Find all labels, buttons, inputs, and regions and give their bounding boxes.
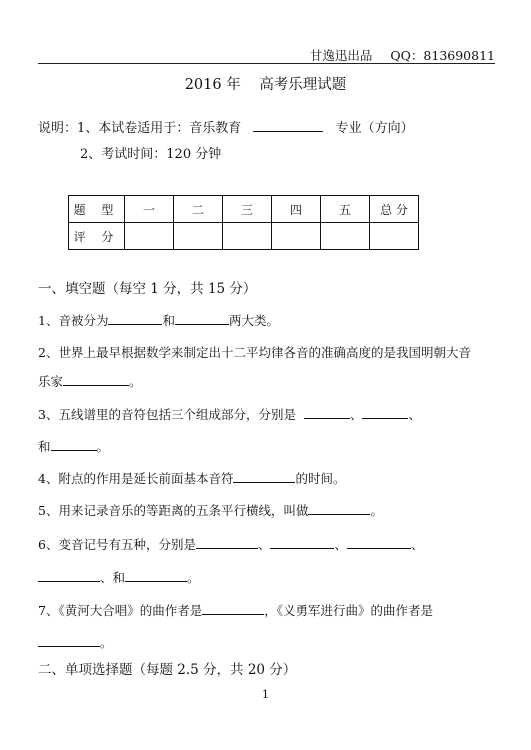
q1-a: 1、音被分为 xyxy=(38,313,109,328)
section-1-heading: 一、填空题（每空 1 分，共 15 分） xyxy=(38,281,257,297)
answer-blank[interactable] xyxy=(233,469,295,483)
answer-blank[interactable] xyxy=(38,633,100,647)
q3-prefix: 3、五线谱里的音符包括三个组成部分，分别是 xyxy=(38,407,296,422)
question-2-line-1: 2、世界上最早根据数学来制定出十二平均律各音的准确高度的是我国明朝大音 xyxy=(38,345,471,360)
answer-blank[interactable] xyxy=(347,535,411,549)
question-5 xyxy=(38,501,383,519)
question-3-line-1 xyxy=(38,405,421,423)
title-year: 2016 年 xyxy=(184,77,241,93)
question-2-line-2 xyxy=(38,372,142,390)
note-line-2: 2、考试时间：120 分钟 xyxy=(80,147,222,162)
note-line1-suffix: 专业（方向） xyxy=(335,121,414,136)
score-cell[interactable] xyxy=(223,223,272,250)
q5-suffix: 。 xyxy=(370,503,383,518)
q1-b: 和 xyxy=(162,313,175,328)
table-cell: 总 分 xyxy=(370,196,419,223)
table-cell: 一 xyxy=(125,196,174,223)
table-cell: 二 xyxy=(174,196,223,223)
page-number: 1 xyxy=(262,688,269,701)
q5-prefix: 5、用来记录音乐的等距离的五条平行横线，叫做 xyxy=(38,503,309,518)
table-cell: 三 xyxy=(223,196,272,223)
q6-line2-sep: 、和 xyxy=(100,570,126,585)
table-cell: 四 xyxy=(272,196,321,223)
header-rule xyxy=(38,63,495,64)
page-header xyxy=(0,46,495,64)
answer-blank[interactable] xyxy=(38,568,100,582)
title-name: 高考乐理试题 xyxy=(259,77,347,93)
q2-suffix: 。 xyxy=(129,374,142,389)
answer-blank[interactable] xyxy=(304,405,350,419)
q3-line2-prefix: 和 xyxy=(38,439,51,454)
q6-prefix: 6、变音记号有五种，分别是 xyxy=(38,537,196,552)
q3-sep1: 、 xyxy=(349,407,363,422)
q7-prefix: 7、《黄河大合唱》的曲作者是 xyxy=(38,603,203,618)
answer-blank[interactable] xyxy=(202,601,264,615)
header-source: 甘逸迅出品 xyxy=(309,48,373,63)
q7-mid: ，《义勇军进行曲》的曲作者是 xyxy=(264,603,433,618)
question-3-line-2 xyxy=(38,437,109,455)
answer-blank[interactable] xyxy=(270,535,334,549)
answer-blank[interactable] xyxy=(63,372,129,386)
q3-line2-suffix: 。 xyxy=(96,439,110,454)
section-2-heading: 二、单项选择题（每题 2.5 分，共 20 分） xyxy=(38,662,297,678)
answer-blank[interactable] xyxy=(51,437,97,451)
question-7-line-2 xyxy=(38,633,113,651)
score-table-score-row xyxy=(69,223,419,250)
score-cell[interactable] xyxy=(321,223,370,250)
score-cell[interactable] xyxy=(125,223,174,250)
question-6-line-1 xyxy=(38,535,424,553)
q4-suffix: 的时间。 xyxy=(295,471,346,486)
q4-prefix: 4、附点的作用是延长前面基本音符 xyxy=(38,471,234,486)
score-cell[interactable] xyxy=(370,223,419,250)
table-cell: 评 分 xyxy=(69,223,125,250)
q2-prefix: 乐家 xyxy=(38,374,64,389)
answer-blank[interactable] xyxy=(108,311,162,325)
score-table xyxy=(68,195,419,250)
question-6-line-2 xyxy=(38,568,200,586)
exam-title xyxy=(0,73,531,94)
q6-sep1: 、 xyxy=(257,537,271,552)
header-qq: QQ：813690811 xyxy=(390,48,495,63)
q3-sep2: 、 xyxy=(408,407,421,422)
answer-blank[interactable] xyxy=(175,311,229,325)
q1-c: 两大类。 xyxy=(228,313,279,328)
question-7-line-1 xyxy=(38,601,433,619)
q6-sep2: 、 xyxy=(334,537,347,552)
score-table-header-row xyxy=(69,196,419,223)
table-cell: 题 型 xyxy=(69,196,125,223)
score-cell[interactable] xyxy=(272,223,321,250)
answer-blank[interactable] xyxy=(125,568,187,582)
note-line-1 xyxy=(38,117,414,136)
table-cell: 五 xyxy=(321,196,370,223)
q7-suffix: 。 xyxy=(100,635,113,650)
major-blank[interactable] xyxy=(253,118,323,132)
score-cell[interactable] xyxy=(174,223,223,250)
q6-sep3: 、 xyxy=(411,537,424,552)
note-line1-prefix: 说明：1、本试卷适用于：音乐教育 xyxy=(38,121,242,136)
answer-blank[interactable] xyxy=(362,405,408,419)
question-1 xyxy=(38,311,279,329)
answer-blank[interactable] xyxy=(308,501,370,515)
answer-blank[interactable] xyxy=(196,535,258,549)
question-4 xyxy=(38,469,345,487)
q6-line2-suffix: 。 xyxy=(187,570,200,585)
